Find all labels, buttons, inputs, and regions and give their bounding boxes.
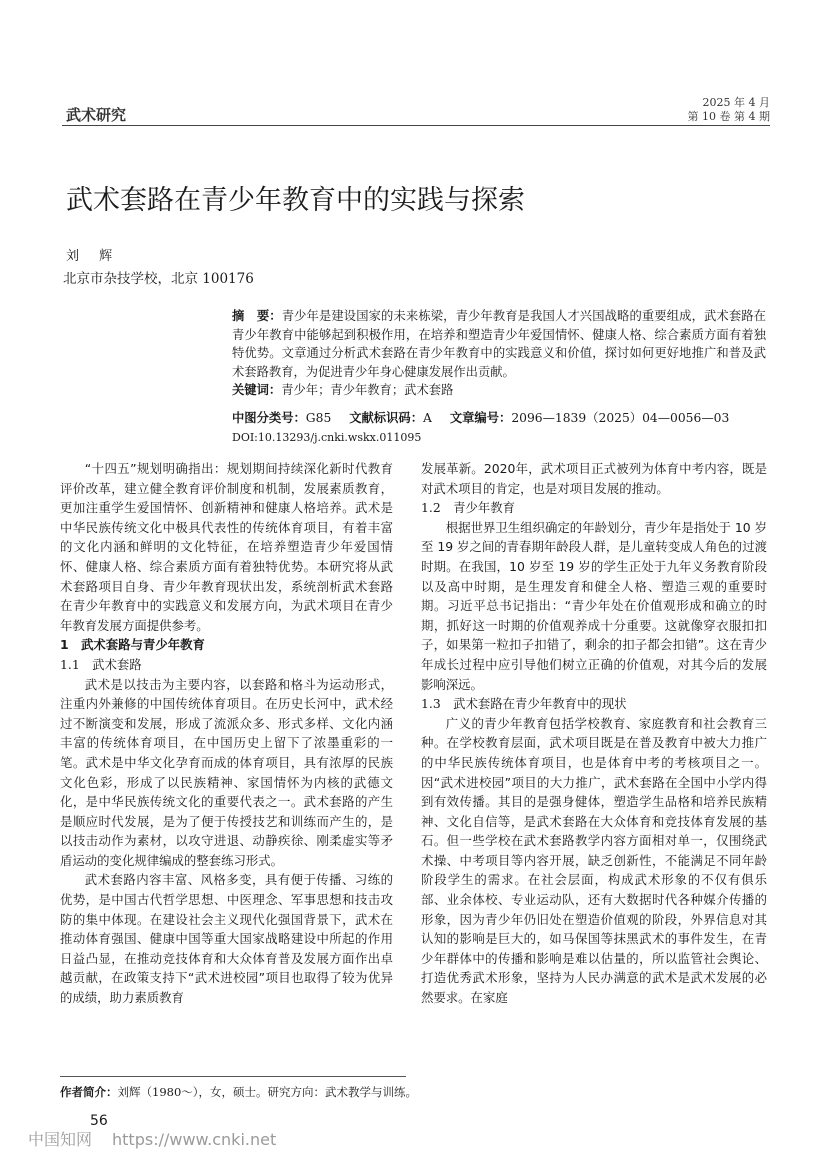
doi: DOI:10.13293/j.cnki.wskx.011095 (232, 431, 422, 444)
body-column-right (421, 459, 767, 1008)
article-title: 武术套路在青少年教育中的实践与探索 (66, 185, 525, 216)
footnote-text: 刘辉（1980～），女，硕士。研究方向：武术教学与训练。 (117, 1085, 418, 1099)
doc-code-value: A (423, 411, 432, 425)
paragraph: 根据世界卫生组织确定的年龄划分，青少年是指处于 10 岁至 19 岁之间的青春期年龄段人群，是儿童转变成人角色的过渡时期。在我国，10 岁至 19 岁的学生正处于九年义务教育阶段以及高中时期，是生理发育和健全人格、塑造三观的重要时期。习近平总书记指出：“青少年处在价值观形成和确立的时期，抓好这一时期的价值观养成十分重要。这就像穿衣服扣扣子，如果第一粒扣子扣错了，剩余的扣子都会扣错”。这在青少年成长过程中应引导他们树立正确的价值观，对其今后的发展影响深远。 (421, 519, 767, 692)
abstract-label: 摘 要： (232, 309, 282, 323)
subsection-heading: 1.3 武术套路在青少年教育中的现状 (421, 696, 627, 712)
issue-volume: 第 10 卷 第 4 期 (687, 110, 770, 123)
article-no-value: 2096—1839（2025）04—0056—03 (511, 411, 730, 425)
paragraph: 武术套路内容丰富、风格多变，具有便于传播、习练的优势，是中国古代哲学思想、中医理念、军事思想和技击攻防的集中体现。在建设社会主义现代化强国背景下，武术在推动体育强国、健康中国等重大国家战略建设中所起的作用日益凸显，在推动竞技体育和大众体育普及发展方面作出卓越贡献，在政策支持下“武术进校园”项目也取得了较为优异的成绩，助力素质教育 (60, 872, 393, 1006)
classification-line (232, 409, 743, 428)
issue-info (688, 96, 770, 124)
watermark[interactable] (28, 1127, 276, 1150)
author-name: 刘 辉 (66, 249, 121, 264)
section-heading: 1 武术套路与青少年教育 (60, 637, 205, 653)
article-no-label: 文章编号： (449, 411, 512, 425)
body-column-left (60, 459, 393, 1008)
paragraph-continued: 发展革新。2020年，武术项目正式被列为体育中考内容，既是对武术项目的肯定，也是对项目发展的推动。 (421, 461, 767, 496)
journal-name: 武术研究 (66, 106, 127, 124)
keywords: 青少年；青少年教育；武术套路 (281, 383, 454, 397)
subsection-heading: 1.1 武术套路 (60, 656, 142, 672)
author-affiliation: 北京市杂技学校，北京 100176 (63, 271, 254, 287)
footnote-rule (60, 1076, 406, 1077)
paragraph: 武术是以技击为主要内容，以套路和格斗为运动形式，注重内外兼修的中国传统体育项目。在历史长河中，武术经过不断演变和发展，形成了流派众多、形式多样、文化内涵丰富的传统体育项目，在中国历史上留下了浓墨重彩的一笔。武术是中华文化孕育而成的体育项目，具有浓厚的民族文化色彩，形成了以民族精神、家国情怀为内核的武德文化，是中华民族传统文化的重要代表之一。武术套路的产生是顺应时代发展，是为了便于传授技艺和训练而产生的，是以技击动作为素材，以攻守进退、动静疾徐、刚柔虚实等矛盾运动的变化规律编成的整套练习形式。 (60, 676, 393, 868)
watermark-url[interactable]: https://www.cnki.net (112, 1130, 277, 1149)
paragraph: “十四五”规划明确指出：规划期间持续深化新时代教育评价改革，建立健全教育评价制度和机制，发展素质教育，更加注重学生爱国情怀、创新精神和健康人格培养。武术是中华民族传统文化中极具代表性的传统体育项目，有着丰富的文化内涵和鲜明的文化特征，在培养塑造青少年爱国情怀、健康人格、综合素质方面有着独特优势。本研究将从武术套路项目自身、青少年教育现状出发，系统剖析武术套路在青少年教育中的实践意义和发展方向，为武术项目在青少年教育发展方面提供参考。 (60, 461, 393, 633)
paragraph: 广义的青少年教育包括学校教育、家庭教育和社会教育三种。在学校教育层面，武术项目既是在普及教育中被大力推广的中华民族传统体育项目，也是体育中考的考核项目之一。因“武术进校园”项目的大力推广，武术套路在全国中小学内得到有效传播。其目的是强身健体，塑造学生品格和培养民族精神、文化自信等，是武术套路在大众体育和竞技体育发展的基石。但一些学校在武术套路教学内容方面相对单一，仅围绕武术操、中考项目等内容开展，缺乏创新性，不能满足不同年龄阶段学生的需求。在社会层面，构成武术形象的不仅有俱乐部、业余体校、专业运动队，还有大数据时代各种媒介传播的形象，因为青少年仍旧处在塑造价值观的阶段，外界信息对其认知的影响是巨大的，如马保国等抹黑武术的事件发生，在青少年群体中的传播和影响是难以估量的，所以监管社会舆论、打造优秀武术形象，坚持为人民办满意的武术是武术发展的必然要求。在家庭 (421, 715, 767, 1006)
abstract-block (232, 307, 766, 400)
subsection-heading: 1.2 青少年教育 (421, 500, 516, 516)
author-footnote (60, 1084, 417, 1100)
doc-code-label: 文献标识码： (349, 411, 423, 425)
footnote-label: 作者简介： (60, 1085, 118, 1099)
keywords-label: 关键词： (232, 383, 282, 397)
abstract-text: 青少年是建设国家的未来栋梁，青少年教育是我国人才兴国战略的重要组成，武术套路在青少年教育中能够起到积极作用，在培养和塑造青少年爱国情怀、健康人格、综合素质方面有着独特优势。文章通过分析武术套路在青少年教育中的实践意义和价值，探讨如何更好地推广和普及武术套路教育，为促进青少年身心健康发展作出贡献。 (232, 309, 766, 379)
clc-value: G85 (305, 411, 332, 425)
issue-date: 2025 年 4 月 (702, 96, 770, 109)
page-number: 56 (90, 1113, 108, 1129)
header-rule (62, 125, 770, 126)
watermark-site: 中国知网 (28, 1130, 93, 1149)
clc-label: 中图分类号： (232, 411, 306, 425)
